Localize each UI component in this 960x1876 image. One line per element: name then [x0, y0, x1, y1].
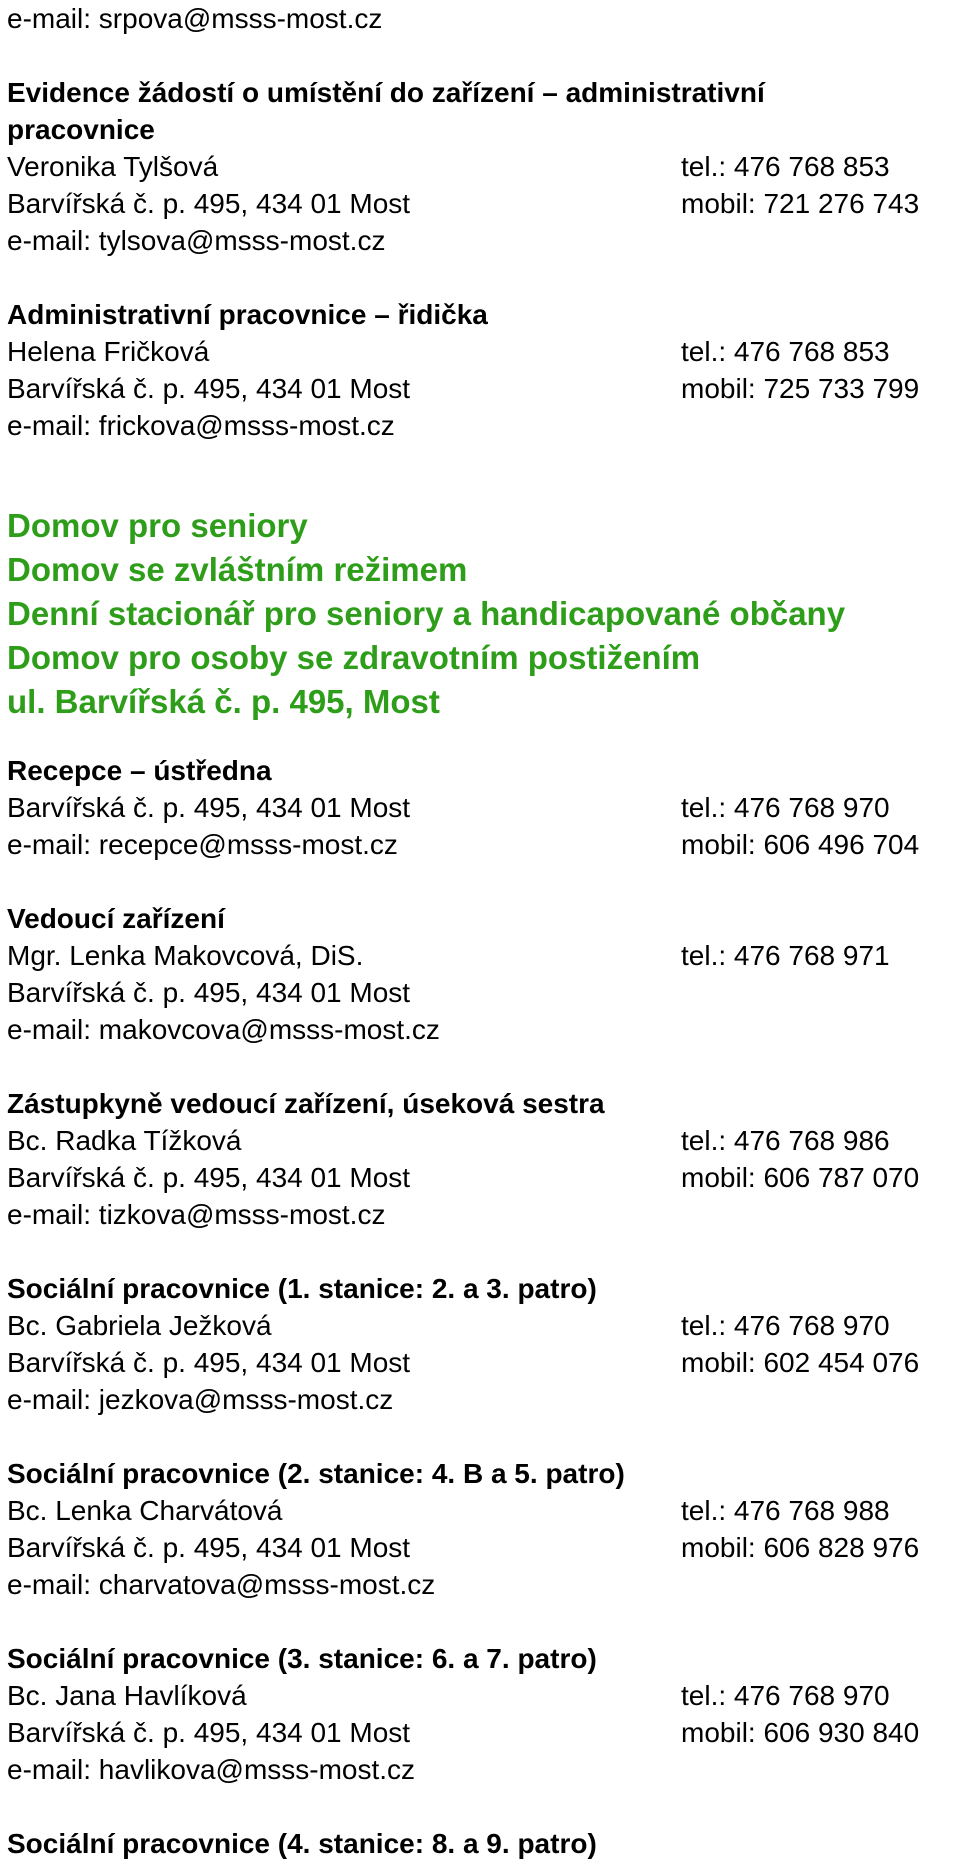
contact-email: e-mail: charvatova@msss-most.cz	[7, 1569, 436, 1600]
contact-name: Bc. Gabriela Ježková	[7, 1310, 272, 1341]
contact-mobil: mobil: 606 930 840	[681, 1717, 920, 1748]
contact-mobil: mobil: 606 828 976	[681, 1532, 920, 1563]
contact-block-social-1	[7, 1270, 957, 1418]
contact-email: e-mail: jezkova@msss-most.cz	[7, 1384, 394, 1415]
top-email: e-mail: srpova@msss-most.cz	[7, 3, 383, 34]
contact-mobil: mobil: 721 276 743	[681, 188, 920, 219]
contact-directory	[7, 0, 957, 1862]
contact-mobil: mobil: 725 733 799	[681, 373, 920, 404]
contact-address: Barvířská č. p. 495, 434 01 Most	[7, 1347, 411, 1378]
contact-title: Administrativní pracovnice – řidička	[7, 299, 488, 330]
facility-heading-line: Denní stacionář pro seniory a handicapované občany	[7, 595, 846, 632]
contact-address: Barvířská č. p. 495, 434 01 Most	[7, 1532, 411, 1563]
contact-mobil: mobil: 606 787 070	[681, 1162, 920, 1193]
contact-block-social-2	[7, 1455, 957, 1603]
contact-address: Barvířská č. p. 495, 434 01 Most	[7, 373, 411, 404]
contact-title: Evidence žádostí o umístění do zařízení – administrativní	[7, 77, 765, 108]
contact-tel: tel.: 476 768 970	[681, 1310, 890, 1341]
contact-tel: tel.: 476 768 853	[681, 151, 890, 182]
contact-block-evidence	[7, 74, 957, 259]
facility-heading-line: Domov pro osoby se zdravotním postižením	[7, 639, 701, 676]
contact-title: Sociální pracovnice (2. stanice: 4. B a 5. patro)	[7, 1458, 625, 1489]
contact-title: Sociální pracovnice (1. stanice: 2. a 3. patro)	[7, 1273, 597, 1304]
contact-tel: tel.: 476 768 970	[681, 792, 890, 823]
contact-email: e-mail: makovcova@msss-most.cz	[7, 1014, 440, 1045]
contact-address: Barvířská č. p. 495, 434 01 Most	[7, 1162, 411, 1193]
contact-name: Veronika Tylšová	[7, 151, 219, 182]
contact-name: Bc. Radka Tížková	[7, 1125, 242, 1156]
contact-tel: tel.: 476 768 853	[681, 336, 890, 367]
contact-address: Barvířská č. p. 495, 434 01 Most	[7, 188, 411, 219]
facility-heading-line: Domov pro seniory	[7, 507, 308, 544]
contact-mobil: mobil: 606 496 704	[681, 829, 920, 860]
contact-title: Recepce – ústředna	[7, 755, 272, 786]
contact-email: e-mail: tizkova@msss-most.cz	[7, 1199, 386, 1230]
contact-tel: tel.: 476 768 971	[681, 940, 890, 971]
contact-block-head	[7, 900, 957, 1048]
contact-block-social-3	[7, 1640, 957, 1788]
contact-block-deputy	[7, 1085, 957, 1233]
contact-name: Bc. Lenka Charvátová	[7, 1495, 283, 1526]
contact-mobil: mobil: 602 454 076	[681, 1347, 920, 1378]
contact-email: e-mail: tylsova@msss-most.cz	[7, 225, 386, 256]
contact-title: Vedoucí zařízení	[7, 903, 225, 934]
facility-heading-address: ul. Barvířská č. p. 495, Most	[7, 683, 440, 720]
contact-title-cont: pracovnice	[7, 114, 155, 145]
contact-tel: tel.: 476 768 986	[681, 1125, 890, 1156]
contact-title: Zástupkyně vedoucí zařízení, úseková sestra	[7, 1088, 605, 1119]
contact-name: Mgr. Lenka Makovcová, DiS.	[7, 940, 364, 971]
contact-address: Barvířská č. p. 495, 434 01 Most	[7, 1717, 411, 1748]
facility-heading	[7, 504, 957, 724]
contact-email: e-mail: recepce@msss-most.cz	[7, 829, 398, 860]
contact-tel: tel.: 476 768 970	[681, 1680, 890, 1711]
contact-email: e-mail: havlikova@msss-most.cz	[7, 1754, 416, 1785]
contact-address: Barvířská č. p. 495, 434 01 Most	[7, 977, 411, 1008]
contact-tel: tel.: 476 768 988	[681, 1495, 890, 1526]
contact-title: Sociální pracovnice (3. stanice: 6. a 7. patro)	[7, 1643, 597, 1674]
contact-email: e-mail: frickova@msss-most.cz	[7, 410, 395, 441]
contact-block-driver	[7, 296, 957, 444]
contact-name: Bc. Jana Havlíková	[7, 1680, 247, 1711]
contact-address: Barvířská č. p. 495, 434 01 Most	[7, 792, 411, 823]
contact-title: Sociální pracovnice (4. stanice: 8. a 9. patro)	[7, 1828, 597, 1859]
contact-block-reception	[7, 752, 957, 863]
facility-heading-line: Domov se zvláštním režimem	[7, 551, 468, 588]
contact-name: Helena Fričková	[7, 336, 210, 367]
